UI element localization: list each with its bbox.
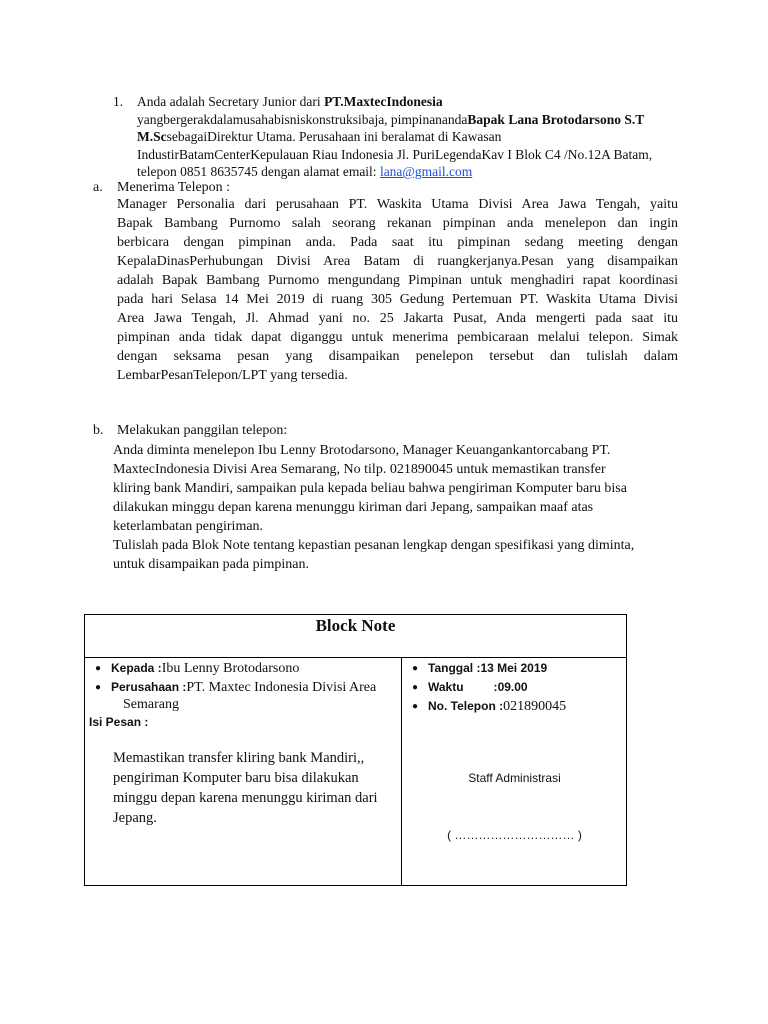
message-line: pengiriman Komputer baru bisa dilakukan bbox=[113, 770, 359, 786]
waktu-row bbox=[402, 678, 627, 697]
staff-title: Staff Administrasi bbox=[468, 771, 561, 785]
task1-line4: IndustirBatamCenterKepulauan Riau Indonesia Jl. PuriLegendaKav I Blok C4 /No.12A Batam, bbox=[137, 146, 653, 162]
section-a-line: pada hari Selasa 14 Mei 2019 di ruang 305 Gedung Pertemuan PT. Waskita Utama Divisi bbox=[117, 292, 678, 307]
task1-line5-text: telepon 0851 8635745 dengan alamat email: bbox=[137, 164, 380, 179]
task1-line3 bbox=[137, 128, 501, 146]
task1-line2-text: yangbergerakdalamusahabisniskonstruksibaja, pimpinananda bbox=[137, 111, 468, 127]
section-a-line: Area Jawa Tengah, Jl. Ahmad yani no. 25 Jakarta Pusat, Anda mengerti pada saat itu bbox=[117, 311, 678, 326]
bullet-icon: ● bbox=[94, 663, 102, 674]
bullet-icon: ● bbox=[411, 701, 419, 712]
tanggal-row bbox=[402, 659, 627, 678]
kepada-value: Ibu Lenny Brotodarsono bbox=[161, 661, 300, 676]
section-a-body bbox=[117, 195, 678, 385]
section-b-line: untuk disampaikan pada pimpinan. bbox=[113, 557, 309, 572]
section-a-line: Bapak Bambang Purnomo salah seorang rekanan pimpinan anda menelepon dan ingin bbox=[117, 216, 678, 231]
task1-line1-text: Anda adalah Secretary Junior dari bbox=[137, 94, 325, 109]
tanggal-value: 13 Mei 2019 bbox=[480, 661, 548, 675]
section-a-line: dengan seksama pesan yang disampaikan penelepon tersebut dan tulislah dalam bbox=[117, 349, 678, 364]
section-b-line: Anda diminta menelepon Ibu Lenny Brotodarsono, Manager Keuangankantorcabang PT. bbox=[113, 443, 611, 458]
message-line: Jepang. bbox=[113, 810, 157, 826]
section-a-line: adalah Bapak Bambang Purnomo mengundang Pimpinan untuk menghadiri rapat koordinasi bbox=[117, 273, 678, 288]
section-a-marker: a. bbox=[93, 180, 103, 195]
task-number: 1. bbox=[113, 94, 124, 109]
section-b-body bbox=[113, 441, 683, 574]
section-a-heading: Menerima Telepon : bbox=[117, 180, 231, 195]
perusahaan-label: Perusahaan : bbox=[111, 680, 187, 694]
message-line: minggu depan karena menunggu kiriman dari bbox=[113, 790, 378, 806]
section-b-line: keterlambatan pengiriman. bbox=[113, 519, 264, 534]
section-a-line: berbicara dengan pimpinan anda. Pada saat itu pimpinan sedang meeting dengan bbox=[117, 235, 678, 250]
telepon-row bbox=[402, 697, 627, 716]
section-b-line: dilakukan minggu depan karena menunggu kiriman dari Jepang, sampaikan maaf atas bbox=[113, 500, 594, 515]
left-column bbox=[85, 659, 401, 731]
section-a-line: Manager Personalia dari perusahaan PT. Waskita Utama Divisi Area Jawa Tengah, yaitu bbox=[117, 197, 678, 212]
block-note-title: Block Note bbox=[315, 616, 396, 635]
signature-line: ( ………………………… ) bbox=[447, 828, 582, 842]
bullet-icon: ● bbox=[411, 682, 419, 693]
section-b-marker: b. bbox=[93, 423, 104, 438]
section-a-line: pimpinan anda tidak dapat diganggu untuk menerima pembicaraan melalui telepon. Simak bbox=[117, 330, 678, 345]
section-a-line: KepalaDinasPerhubungan Divisi Area Batam di ruangkerjanya.Pesan yang disampaikan bbox=[117, 254, 678, 269]
perusahaan-value-cont: Semarang bbox=[123, 697, 179, 712]
email-link[interactable]: lana@gmail.com bbox=[379, 164, 473, 179]
message-body bbox=[113, 748, 398, 828]
section-b-heading: Melakukan panggilan telepon: bbox=[117, 423, 288, 438]
kepada-row bbox=[85, 659, 401, 678]
tanggal-label: Tanggal : bbox=[428, 661, 481, 675]
message-line: Memastikan transfer kliring bank Mandiri,, bbox=[113, 750, 365, 766]
telepon-value: 021890045 bbox=[503, 699, 567, 714]
bullet-icon: ● bbox=[94, 682, 102, 693]
block-note-header bbox=[85, 615, 626, 658]
director-degree: M.Sc bbox=[137, 129, 167, 144]
section-b-line: kliring bank Mandiri, sampaikan pula kepada beliau bahwa pengiriman Komputer baru bisa bbox=[113, 481, 627, 496]
perusahaan-row bbox=[85, 678, 401, 697]
section-a-line-last: LembarPesanTelepon/LPT yang tersedia. bbox=[117, 368, 348, 383]
bullet-icon: ● bbox=[411, 663, 419, 674]
company-name: PT.MaxtecIndonesia bbox=[324, 94, 443, 109]
right-column bbox=[402, 659, 627, 716]
block-note-table bbox=[84, 614, 627, 886]
kepada-label: Kepada : bbox=[111, 661, 162, 675]
waktu-label: Waktu : bbox=[428, 680, 498, 694]
task1-line2 bbox=[137, 111, 644, 129]
section-b-line: Tulislah pada Blok Note tentang kepastian pesanan lengkap dengan spesifikasi yang diminta, bbox=[113, 538, 635, 553]
task1-line3-text: sebagaiDirektur Utama. Perusahaan ini beralamat di Kawasan bbox=[166, 129, 502, 144]
perusahaan-value: PT. Maxtec Indonesia Divisi Area bbox=[186, 680, 377, 695]
isi-pesan-label: Isi Pesan : bbox=[89, 715, 149, 729]
director-name: Bapak Lana Brotodarsono S.T bbox=[467, 111, 645, 127]
task1-line1 bbox=[137, 93, 677, 111]
waktu-value: 09.00 bbox=[497, 680, 528, 694]
section-b-line: MaxtecIndonesia Divisi Area Semarang, No tilp. 021890045 untuk memastikan transfer bbox=[113, 462, 606, 477]
telepon-label: No. Telepon : bbox=[428, 699, 504, 713]
